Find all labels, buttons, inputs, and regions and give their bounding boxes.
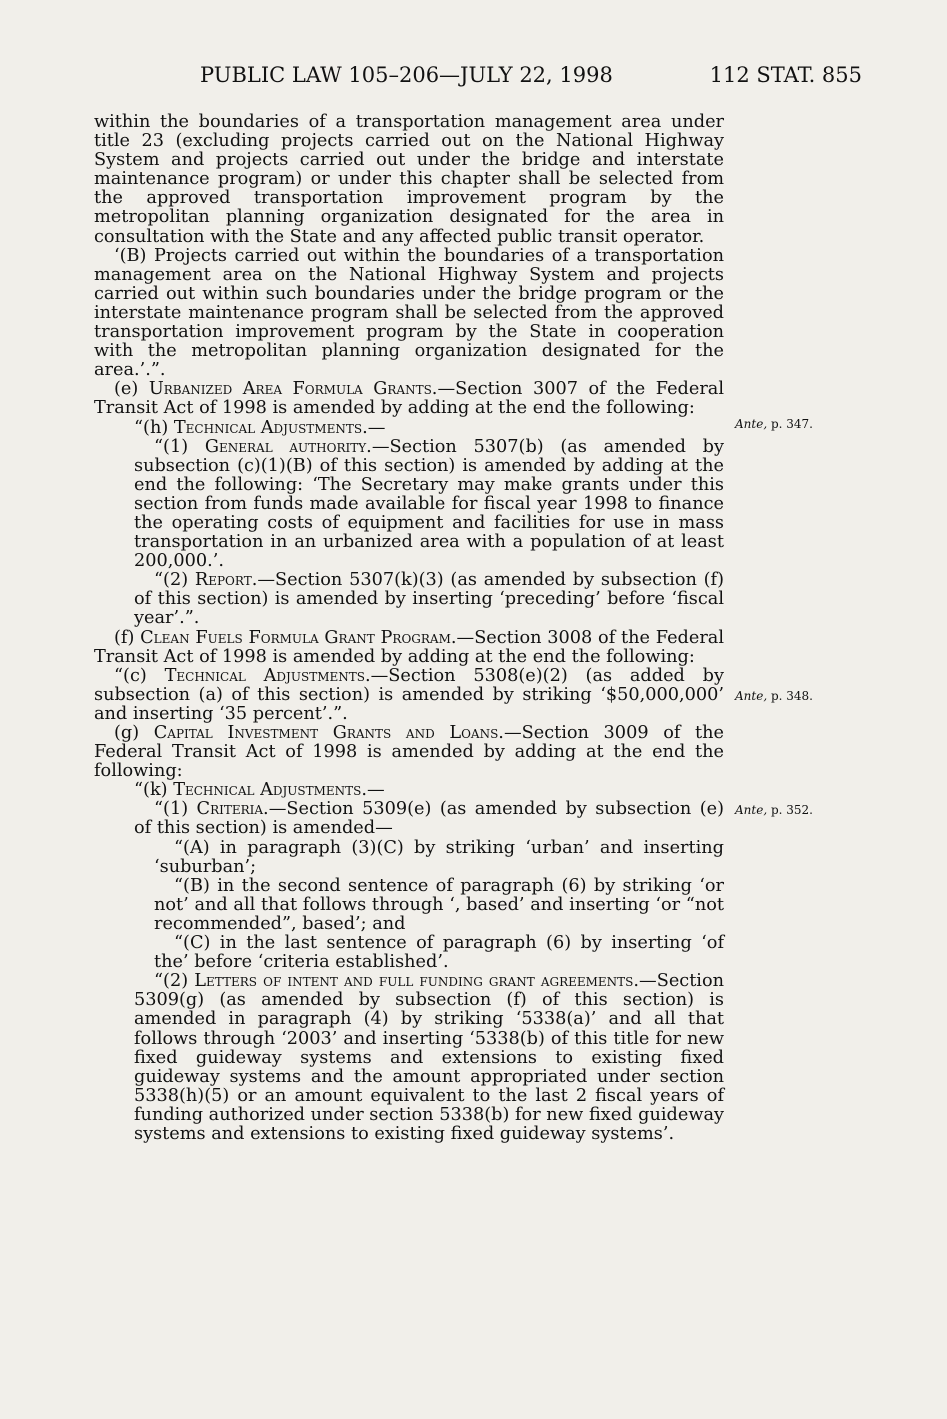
section-g-heading: Capital Investment Grants and Loans. — [153, 723, 504, 743]
subsection-h-title: Technical Adjustments. — [173, 417, 368, 438]
section-g — [94, 724, 724, 781]
paragraph-k1 — [134, 800, 724, 838]
margin-note-label: Ante, — [735, 689, 768, 703]
paragraph-h2-label: “(2) — [154, 570, 189, 591]
margin-note — [735, 689, 813, 703]
paragraph-k2-heading: Letters of intent and full funding grant agreements. — [194, 971, 640, 992]
paragraph-k1-items — [134, 839, 724, 973]
section-g-text: —Section 3009 of the Federal Transit Act of 1998 is amended by adding at the end the following: — [94, 723, 725, 782]
section-e-heading: Urbanized Area Formula Grants. — [148, 379, 438, 400]
paragraph-b: ‘(B) Projects carried out within the boundaries of a transportation management area on the National Highway System and projects carried out within such boundaries under the bridge program or the interstate maintenance program shall be selected from the approved transportation improvement program by the State in cooperation with the metropolitan planning organization designated for the area.’.”. — [94, 245, 724, 381]
margin-note — [735, 803, 813, 817]
running-header — [200, 63, 862, 93]
subsection-k-paragraphs — [114, 800, 724, 1144]
paragraph-h1-label: “(1) — [154, 436, 189, 457]
paragraph-h1-heading: General authority. — [204, 436, 372, 457]
subsection-k-heading — [114, 781, 724, 800]
paragraph-h2-text: —Section 5307(k)(3) (as amended by subsection (f) of this section) is amended by inserting ‘preceding’ before ‘fiscal year’.”. — [134, 570, 724, 629]
subsection-h-block — [94, 419, 724, 629]
subsection-c — [94, 667, 724, 724]
list-item: “(B) in the second sentence of paragraph (6) by striking ‘or not’ and all that follows through ‘, based’ and inserting ‘or “not recommended”, based’; and — [154, 875, 724, 934]
margin-note-page: p. 348. — [770, 689, 813, 703]
margin-note-page: p. 352. — [770, 803, 813, 817]
subsection-h-heading — [114, 419, 724, 438]
paragraph-h2-heading: Report. — [194, 570, 258, 591]
list-item: “(C) in the last sentence of paragraph (6) by inserting ‘of the’ before ‘criteria established’. — [154, 933, 724, 973]
body-text — [94, 113, 724, 1144]
subsection-k-block — [94, 781, 724, 1144]
paragraph-k1-label: “(1) — [154, 799, 189, 820]
subsection-k-dash: — — [367, 780, 385, 801]
margin-note-label: Ante, — [735, 417, 768, 431]
paragraph-h1-text: —Section 5307(b) (as amended by subsection (c)(1)(B) of this section) is amended by adding at the end the following: ‘The Secretary may make grants under this section from funds made available for fiscal year 1998 to finance the operating costs of equipment and facilities for use in mass transportation in an urbanized area with a population of at least 200,000.’. — [134, 436, 724, 572]
subsection-c-heading: Technical Adjustments. — [164, 665, 371, 686]
subsection-h-label: “(h) — [134, 417, 169, 438]
subsection-k-label: “(k) — [134, 780, 168, 801]
margin-note — [735, 417, 813, 431]
paragraph-continuation: within the boundaries of a transportation management area under title 23 (excluding projects carried out on the National Highway System and projects carried out under the bridge and interstate maintenance program) or under this chapter shall be selected from the approved transportation improvement program by the metropolitan planning organization designated for the area in consultation with the State and any affected public transit operator. — [94, 112, 724, 247]
law-title: PUBLIC LAW 105–206—JULY 22, 1998 — [200, 63, 613, 87]
paragraph-k2-text: —Section 5309(g) (as amended by subsection (f) of this section) is amended in paragraph (4) by striking ‘5338(a)’ and all that follows through ‘2003’ and inserting ‘5338(b) of this title for new fixed guideway systems and extensions to existing fixed guideway systems and the amount appropriated under section 5338(h)(5) or an amount equivalent to the last 2 fiscal years of funding authorized under section 5338(b) for new fixed guideway systems and extensions to existing fixed guideway systems’. — [134, 971, 724, 1144]
section-f-text: —Section 3008 of the Federal Transit Act of 1998 is amended by adding at the end the following: — [94, 627, 724, 667]
paragraph-k1-text: —Section 5309(e) (as amended by subsection (e) of this section) is amended— — [134, 799, 724, 839]
subsection-c-text: —Section 5308(e)(2) (as added by subsection (a) of this section) is amended by striking ‘$50,000,000’ and inserting ‘35 percent’.”. — [94, 665, 724, 724]
section-e — [94, 380, 724, 418]
list-item: “(A) in paragraph (3)(C) by striking ‘urban’ and inserting ‘suburban’; — [154, 837, 724, 877]
paragraph-k2 — [134, 972, 724, 1144]
section-g-label: (g) — [114, 723, 140, 743]
section-e-label: (e) — [114, 379, 139, 400]
subsection-h-paragraphs — [114, 438, 724, 629]
section-e-text: —Section 3007 of the Federal Transit Act of 1998 is amended by adding at the end the following: — [94, 379, 724, 419]
paragraph-k1-heading: Criteria. — [196, 799, 269, 820]
paragraph-k2-label: “(2) — [154, 971, 189, 992]
paragraph-h1 — [134, 438, 724, 572]
subsection-c-label: “(c) — [114, 665, 147, 686]
paragraph-h2 — [134, 571, 724, 628]
margin-note-page: p. 347. — [770, 417, 813, 431]
statute-page: 112 STAT. 855 — [709, 63, 862, 87]
subsection-h-dash: — — [367, 417, 386, 438]
section-f-label: (f) — [114, 627, 135, 648]
subsection-k-title: Technical Adjustments. — [173, 780, 368, 801]
margin-note-label: Ante, — [735, 803, 768, 817]
section-f — [94, 629, 724, 667]
section-f-heading: Clean Fuels Formula Grant Program. — [140, 627, 457, 648]
